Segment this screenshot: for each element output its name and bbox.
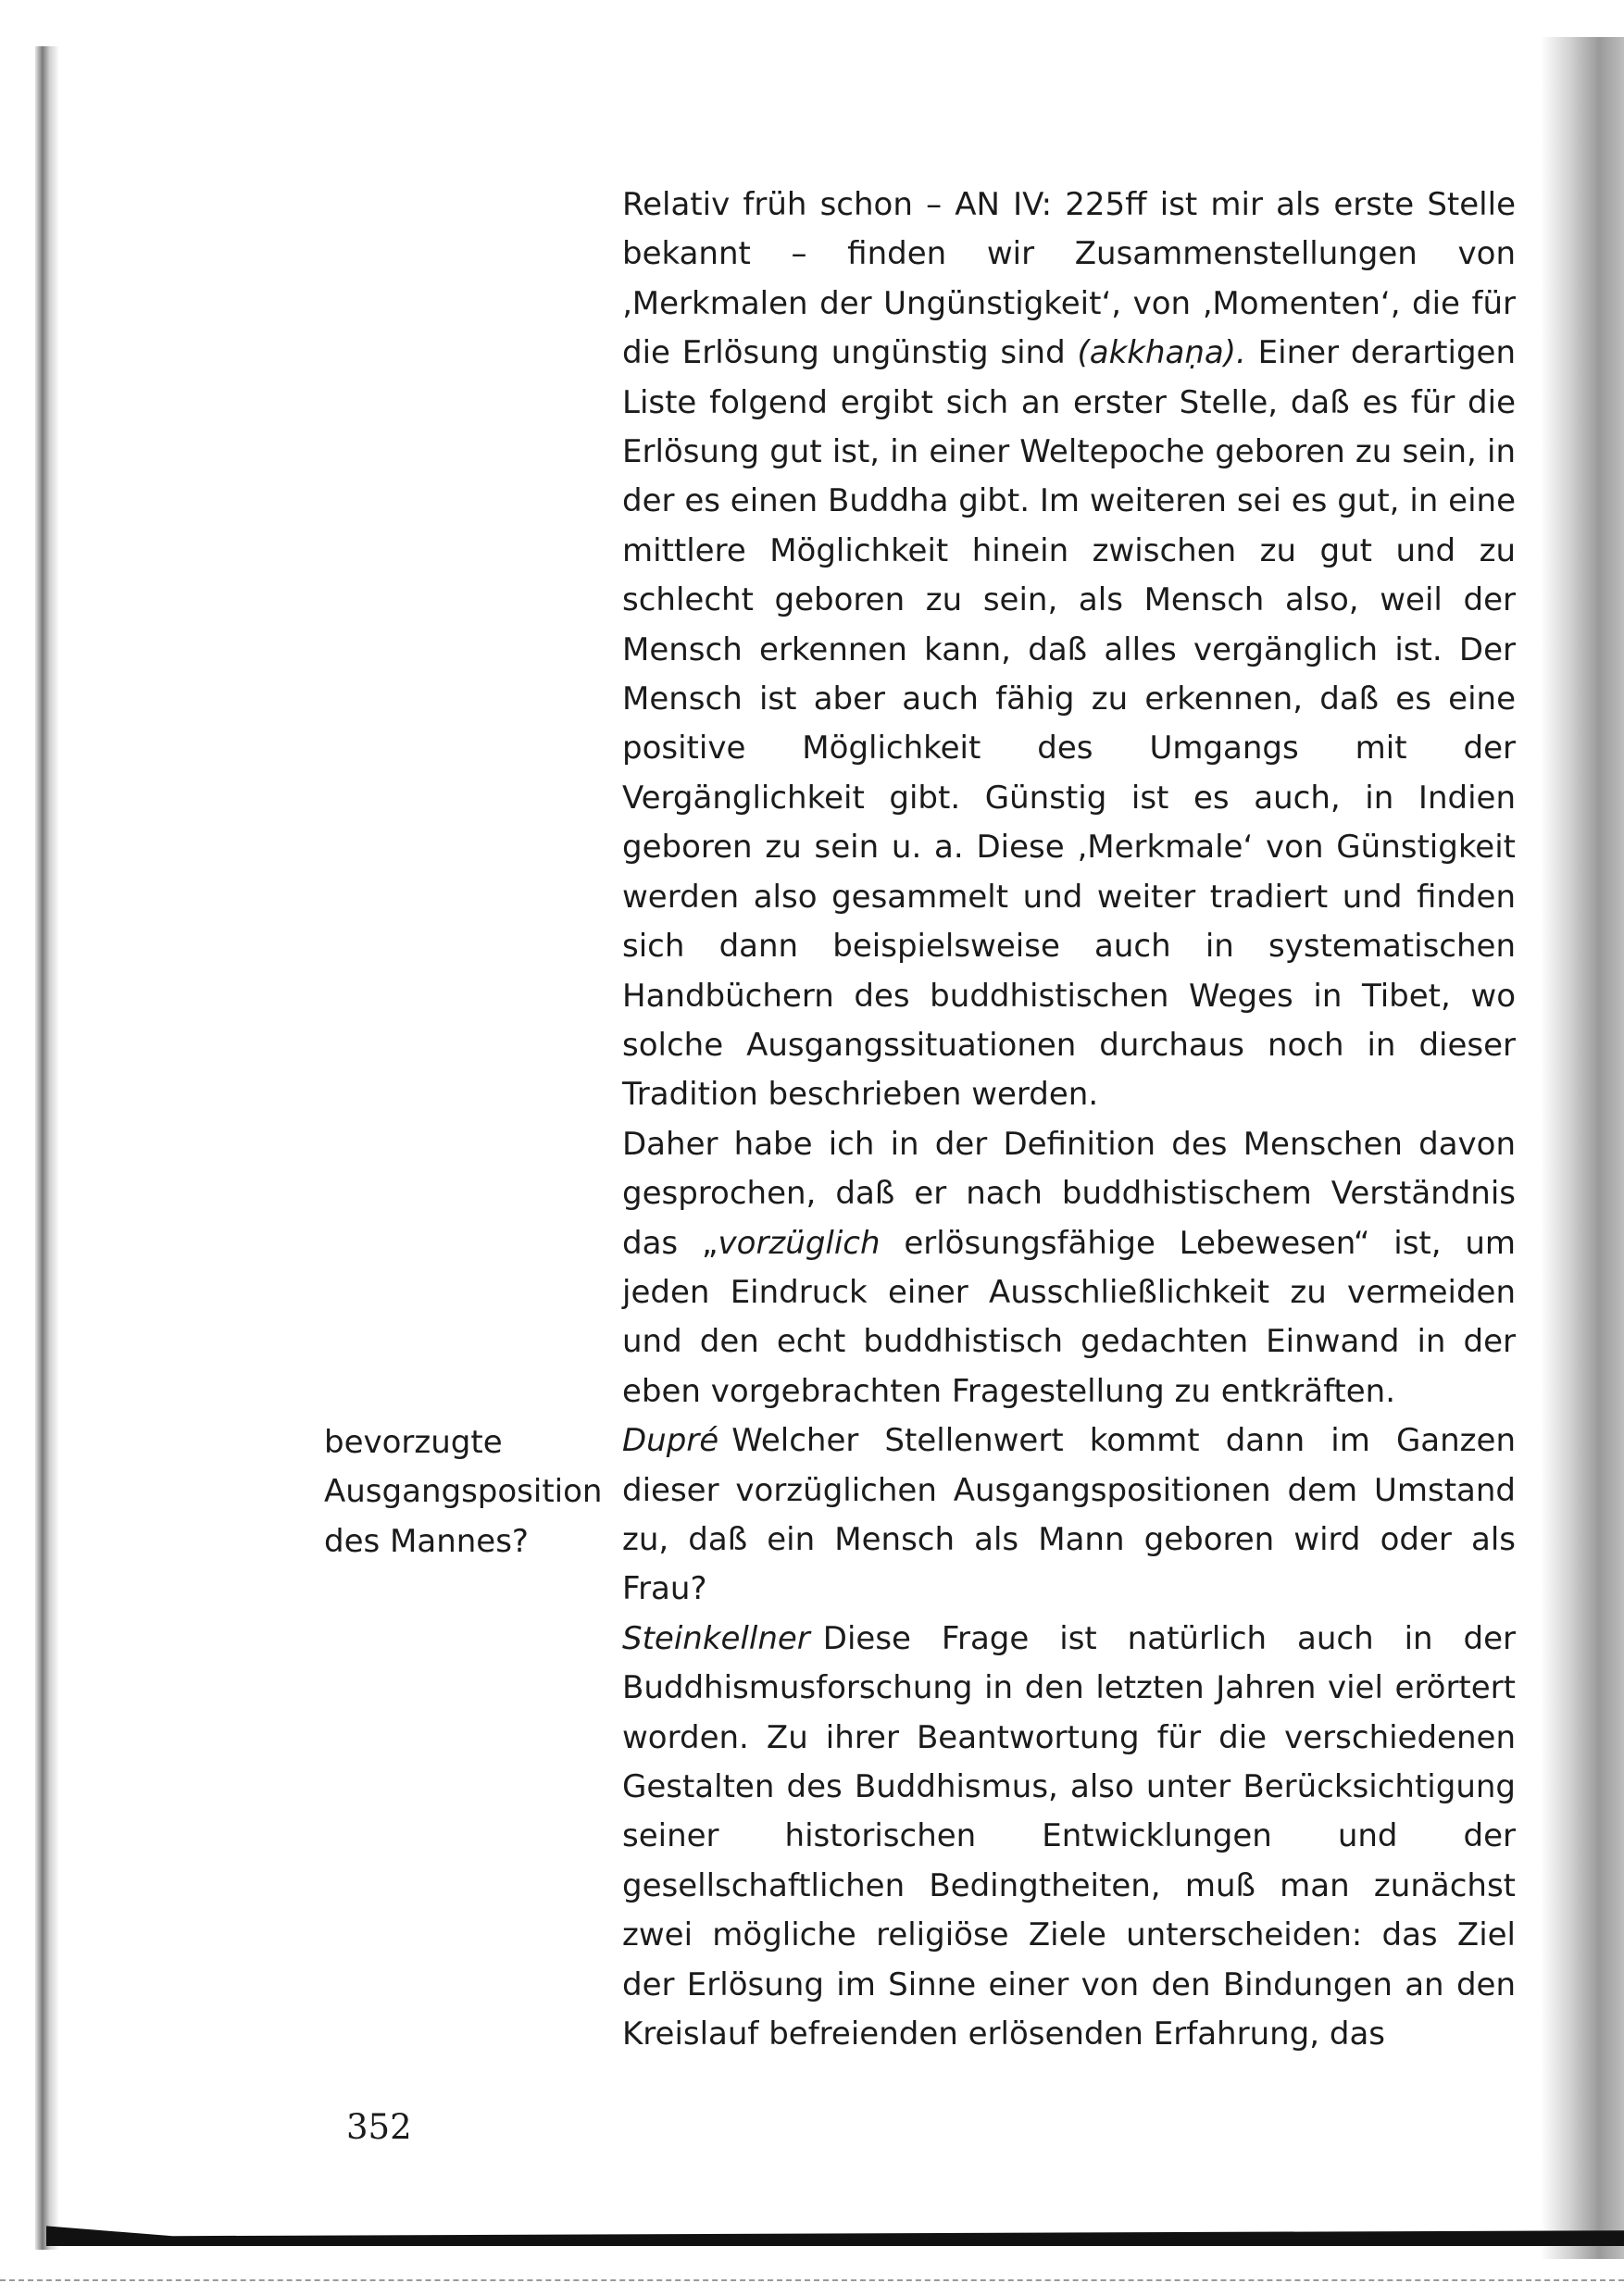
scan-bottom-dots: [0, 2279, 1624, 2283]
paragraph-3-seg-1: Welcher Stellenwert kommt dann im Ganzen dieser vorzüglichen Ausgangspositionen dem Umstand zu, daß ein Mensch als Mann geboren wird oder als Frau?: [622, 1422, 1516, 1608]
paragraph-4: [622, 1615, 1516, 2060]
margin-note: bevorzugte Ausgangsposition des Mannes?: [324, 1424, 603, 1560]
scan-bottom-shadow: [46, 2224, 1624, 2246]
scan-left-edge: [35, 46, 59, 2250]
paragraph-1: [622, 181, 1516, 1120]
paragraph-2-term-vorzueglich: vorzüglich: [718, 1224, 881, 1262]
paragraph-1-seg-3: Einer derartigen Liste folgend ergibt sich an erster Stelle, daß es für die Erlösung gut ist, in einer Weltepoche geboren zu sein, in der es einen Buddha gibt. Im weiteren sei es gut, in eine mittlere Möglichkeit hinein zwischen zu gut und zu schlecht geboren zu sein, als Mensch also, weil der Mensch erkennen kann, daß alles vergänglich ist. Der Mensch ist aber auch fähig zu erkennen, daß es eine positive Möglichkeit des Umgangs mit der Vergänglichkeit gibt. Günstig ist es auch, in Indien geboren zu sein u. a. Diese ‚Merkmale‘ von Günstigkeit werden also gesammelt und weiter tradiert und finden sich dann beispielsweise auch in systematischen Handbüchern des buddhistischen Weges in Tibet, wo solche Ausgangssituationen durchaus noch in dieser Tradition beschrieben werden.: [622, 334, 1516, 1114]
page-number: 352: [346, 2107, 412, 2147]
paragraph-4-seg-1: Diese Frage ist natürlich auch in der Buddhismusforschung in den letzten Jahren viel erörtert worden. Zu ihrer Beantwortung für die verschiedenen Gestalten des Buddhismus, also unter Berücksichtigung seiner historischen Entwicklungen und der gesellschaftlichen Bedingtheiten, muß man zunächst zwei mögliche religiöse Ziele unterscheiden: das Ziel der Erlösung im Sinne einer von den Bindungen an den Kreislauf befreienden erlösenden Erfahrung, das: [622, 1619, 1516, 2053]
paragraph-3: [622, 1416, 1516, 1615]
speaker-dupre: Dupré: [622, 1422, 719, 1460]
paragraph-1-seg-1: Relativ früh schon – AN IV: 225ff ist mir als erste Stelle bekannt – finden wir Zusammenstellungen von ‚Merkmalen der Ungünstigkeit‘, von ‚Momenten‘, die für die Erlösung ungünstig sind: [622, 186, 1516, 372]
paragraph-2: [622, 1120, 1516, 1416]
speaker-steinkellner: Steinkellner: [622, 1619, 810, 1657]
main-text-column: [622, 181, 1516, 2059]
scan-right-edge: [1541, 37, 1624, 2259]
paragraph-2-seg-1: Daher habe ich in der Definition des Menschen davon gesprochen, daß er nach buddhistischem Verständnis das „: [622, 1125, 1516, 1262]
paragraph-1-term-akkhana: (akkhaṇa).: [1077, 334, 1246, 372]
paragraph-2-seg-3: erlösungsfähige Lebewesen“ ist, um jeden Eindruck einer Ausschließlichkeit zu vermeiden und den echt buddhistisch gedachten Einwand in der eben vorgebrachten Fragestellung zu entkräften.: [622, 1224, 1516, 1410]
